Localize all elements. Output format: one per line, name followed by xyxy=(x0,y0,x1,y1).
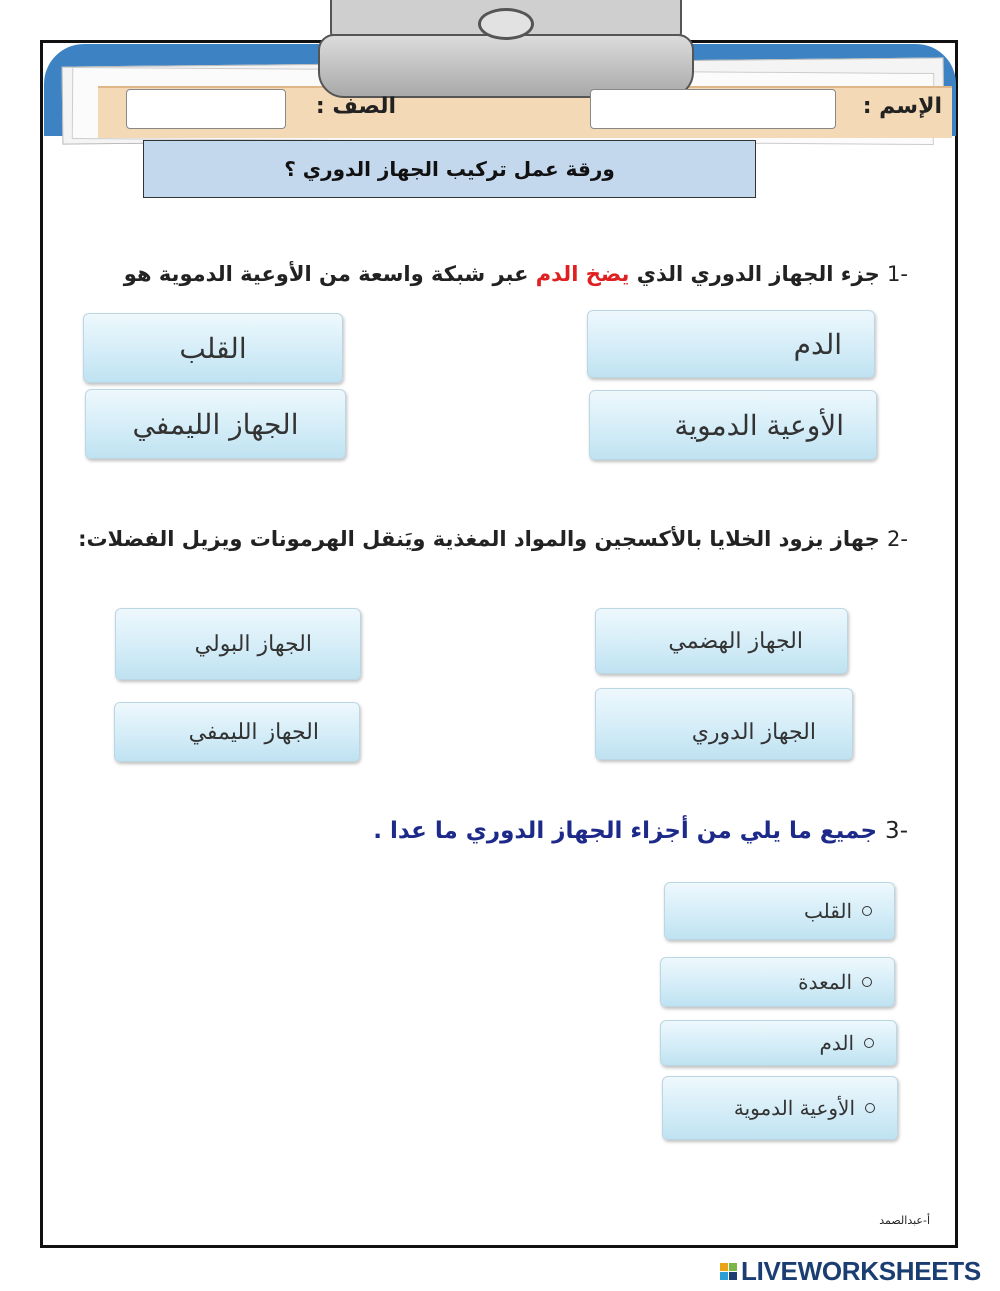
class-field[interactable] xyxy=(126,89,286,129)
option-label: الدم xyxy=(793,327,842,361)
question-number: -2 xyxy=(887,527,908,551)
q3-option-blood-vessels[interactable] xyxy=(662,1076,898,1140)
radio-circle-icon xyxy=(862,906,872,916)
option-label: الأوعية الدموية xyxy=(674,408,844,442)
clip-hole-icon xyxy=(478,8,534,40)
q3-option-blood[interactable] xyxy=(660,1020,897,1066)
logo-grid-icon xyxy=(720,1263,737,1280)
question-text: عبر شبكة واسعة من الأوعية الدموية هو xyxy=(123,262,529,286)
q1-option-blood-vessels[interactable] xyxy=(589,390,877,460)
q1-option-heart[interactable] xyxy=(83,313,343,383)
question-number: -1 xyxy=(887,262,908,286)
option-label: الجهاز الليمفي xyxy=(132,407,299,441)
option-label: القلب xyxy=(179,331,247,365)
author-signature: أ-عبدالصمد xyxy=(879,1214,930,1227)
question-1 xyxy=(124,262,908,286)
q2-option-digestive[interactable] xyxy=(595,608,848,674)
option-label: المعدة xyxy=(798,970,852,994)
question-text: جهاز يزود الخلايا بالأكسجين والمواد المغذية ويَنقل الهرمونات ويزيل الفضلات: xyxy=(78,527,880,551)
title-text: ورقة عمل تركيب الجهاز الدوري ؟ xyxy=(284,157,615,181)
q2-option-lymphatic[interactable] xyxy=(114,702,360,762)
option-label: الجهاز البولي xyxy=(194,631,312,657)
question-text: جزء الجهاز الدوري الذي xyxy=(636,262,880,286)
radio-circle-icon xyxy=(864,1038,874,1048)
option-label: الجهاز الدوري xyxy=(691,719,816,745)
q2-option-circulatory[interactable] xyxy=(595,688,853,760)
name-label: الإسم : xyxy=(862,94,942,119)
brand-text: LIVEWORKSHEETS xyxy=(741,1256,981,1286)
question-highlight: يضخ الدم xyxy=(535,262,630,286)
q3-option-heart[interactable] xyxy=(664,882,895,940)
class-label: الصف : xyxy=(315,94,396,119)
option-label: الجهاز الليمفي xyxy=(188,719,319,745)
liveworksheets-logo xyxy=(720,1256,981,1287)
q2-option-urinary[interactable] xyxy=(115,608,361,680)
option-label: القلب xyxy=(803,899,852,923)
option-label: الأوعية الدموية xyxy=(733,1096,855,1120)
option-label: الجهاز الهضمي xyxy=(668,628,803,654)
name-field[interactable] xyxy=(590,89,836,129)
q1-option-blood[interactable] xyxy=(587,310,875,378)
question-text: جميع ما يلي من أجزاء الجهاز الدوري ما عدا . xyxy=(373,818,878,844)
option-label: الدم xyxy=(819,1031,854,1055)
q3-option-stomach[interactable] xyxy=(660,957,895,1007)
question-3 xyxy=(373,818,908,844)
question-number: -3 xyxy=(885,818,908,844)
worksheet-title xyxy=(143,140,756,198)
radio-circle-icon xyxy=(865,1103,875,1113)
q1-option-lymphatic[interactable] xyxy=(85,389,346,459)
question-2 xyxy=(78,527,908,551)
radio-circle-icon xyxy=(862,977,872,987)
